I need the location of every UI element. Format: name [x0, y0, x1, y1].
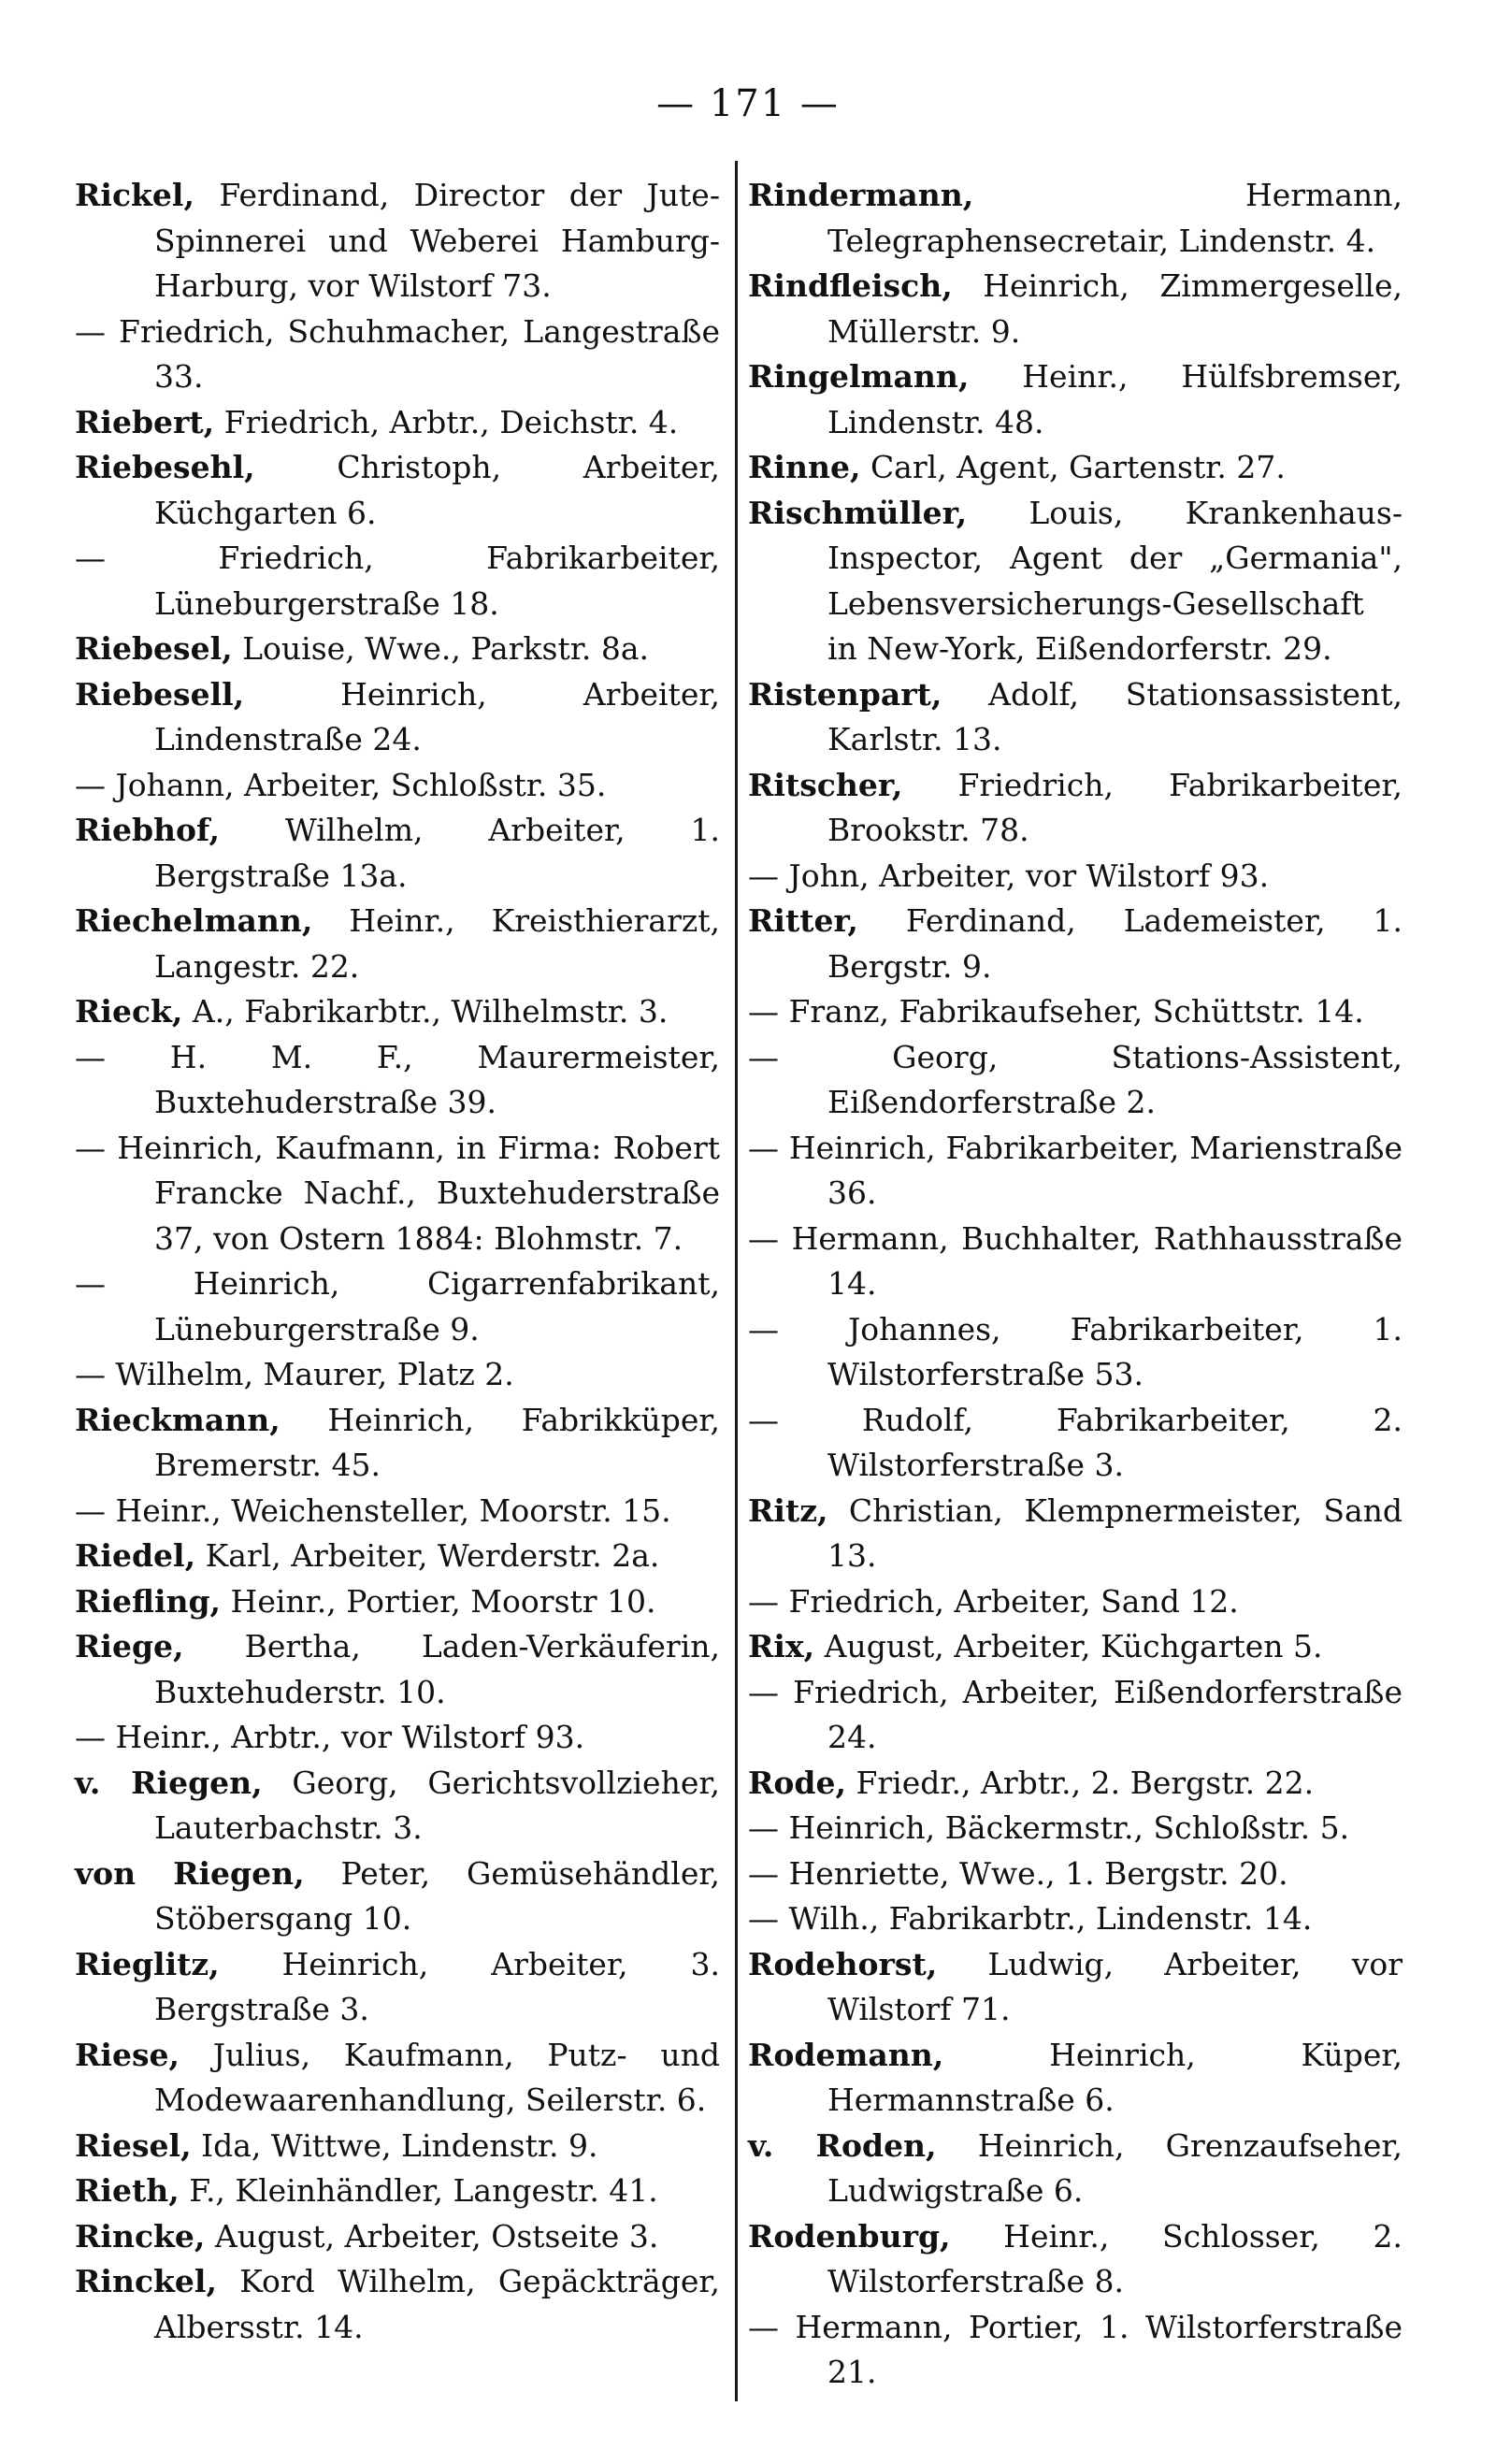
directory-entry: [75, 1398, 720, 1489]
repeat-dash: —: [748, 1129, 779, 1166]
directory-entry: [75, 672, 720, 763]
repeat-dash: —: [75, 1038, 106, 1075]
repeat-dash: —: [748, 1854, 779, 1892]
directory-entry: [748, 1896, 1402, 1942]
entry-details: Ida, Wittwe, Lindenstr. 9.: [201, 2126, 598, 2164]
entry-surname: Riesel,: [75, 2126, 192, 2164]
entry-surname: v. Riegen,: [75, 1764, 263, 1801]
entry-details: Heinrich, Kaufmann, in Firma: Robert Francke Nachf., Buxtehuderstraße 37, von Ostern 1884: Blohmstr. 7.: [117, 1129, 720, 1257]
directory-entry: [75, 627, 720, 672]
entry-details: Heinrich, Zimmergeselle, Müllerstr. 9.: [827, 267, 1402, 350]
directory-entry: [75, 2124, 720, 2169]
repeat-dash: —: [75, 540, 106, 576]
directory-entry: [748, 1761, 1402, 1807]
entry-surname: Riese,: [75, 2036, 180, 2073]
entry-details: A., Fabrikarbtr., Wilhelmstr. 3.: [192, 993, 669, 1030]
entry-surname: Rindermann,: [748, 177, 974, 213]
entry-details: Franz, Fabrikaufseher, Schüttstr. 14.: [788, 993, 1364, 1030]
directory-entry: [75, 310, 720, 400]
directory-entry: [75, 989, 720, 1035]
repeat-dash: —: [75, 1356, 106, 1392]
directory-entry: [75, 763, 720, 809]
directory-entry: [748, 1035, 1402, 1126]
directory-entry: [75, 445, 720, 536]
entry-surname: Rickel,: [75, 177, 194, 213]
entry-surname: Rincke,: [75, 2217, 206, 2255]
repeat-dash: —: [748, 1310, 779, 1347]
repeat-dash: —: [75, 1719, 106, 1755]
directory-entry: [75, 899, 720, 989]
entry-details: Carl, Agent, Gartenstr. 27.: [870, 449, 1286, 485]
entry-surname: Rinckel,: [75, 2263, 217, 2299]
entry-surname: Ritscher,: [748, 766, 903, 803]
entry-surname: Riechelmann,: [75, 902, 313, 939]
entry-details: Wilh., Fabrikarbtr., Lindenstr. 14.: [788, 1900, 1313, 1937]
entry-details: Heinrich, Cigarrenfabrikant, Lüneburgerstraße 9.: [154, 1265, 720, 1347]
directory-entry: [748, 1852, 1402, 1897]
entry-details: Heinrich, Fabrikküper, Bremerstr. 45.: [154, 1401, 720, 1483]
entry-surname: Riebhof,: [75, 812, 220, 848]
entry-details: Heinrich, Arbeiter, 3. Bergstraße 3.: [154, 1945, 720, 2027]
entry-surname: Rischmüller,: [748, 494, 968, 531]
directory-entry: [75, 1489, 720, 1535]
entry-details: Louise, Wwe., Parkstr. 8a.: [242, 630, 649, 667]
directory-entry: [748, 989, 1402, 1035]
entry-details: Johannes, Fabrikarbeiter, 1. Wilstorferstraße 53.: [827, 1310, 1402, 1392]
directory-entry: [748, 1579, 1402, 1625]
directory-entry: [75, 400, 720, 446]
directory-entry: [748, 491, 1402, 672]
entry-surname: Rieglitz,: [75, 1945, 220, 1982]
entry-surname: Riedel,: [75, 1537, 196, 1574]
directory-entry: [748, 1398, 1402, 1489]
entry-surname: Riege,: [75, 1628, 184, 1664]
entry-details: Christian, Klempnermeister, Sand 13.: [827, 1491, 1402, 1574]
entry-details: Hermann, Portier, 1. Wilstorferstraße 21.: [795, 2308, 1403, 2390]
entry-surname: Ritter,: [748, 902, 858, 939]
entry-details: Ferdinand, Lademeister, 1. Bergstr. 9.: [827, 902, 1402, 985]
directory-entry: [75, 1352, 720, 1398]
repeat-dash: —: [748, 1900, 779, 1937]
directory-entry: [748, 354, 1402, 445]
directory-entry: [75, 1942, 720, 2033]
entry-details: Kord Wilhelm, Gepäckträger, Albersstr. 14.: [154, 2263, 720, 2345]
entry-details: Johann, Arbeiter, Schloßstr. 35.: [115, 766, 607, 803]
entry-surname: v. Roden,: [748, 2126, 937, 2164]
entry-details: H. M. F., Maurermeister, Buxtehuderstraße 39.: [154, 1038, 720, 1120]
entry-details: Karl, Arbeiter, Werderstr. 2a.: [205, 1537, 660, 1574]
entry-details: Georg, Gerichtsvollzieher, Lauterbachstr. 3.: [154, 1764, 720, 1846]
entry-details: August, Arbeiter, Ostseite 3.: [214, 2217, 659, 2255]
directory-entry: [75, 1761, 720, 1852]
directory-entry: [748, 763, 1402, 854]
directory-entry: [75, 2214, 720, 2260]
directory-entry: [75, 1579, 720, 1625]
directory-entry: [748, 899, 1402, 989]
entry-surname: Rinne,: [748, 449, 861, 485]
directory-entry: [75, 2259, 720, 2350]
repeat-dash: —: [75, 1491, 106, 1529]
directory-entry: [75, 1624, 720, 1715]
directory-entry: [75, 1261, 720, 1352]
right-column: [748, 173, 1402, 2396]
entry-details: August, Arbeiter, Küchgarten 5.: [824, 1628, 1323, 1664]
entry-details: Friedrich, Arbtr., Deichstr. 4.: [223, 403, 679, 440]
entry-surname: Rix,: [748, 1628, 815, 1664]
entry-details: Friedrich, Arbeiter, Eißendorferstraße 24.: [793, 1673, 1402, 1755]
directory-entry: [748, 2214, 1402, 2305]
directory-entry: [748, 173, 1402, 264]
entry-details: John, Arbeiter, vor Wilstorf 93.: [788, 857, 1270, 894]
entry-details: Julius, Kaufmann, Putz- und Modewaarenhandlung, Seilerstr. 6.: [154, 2036, 720, 2118]
entry-details: Wilhelm, Maurer, Platz 2.: [115, 1356, 514, 1392]
entry-surname: Riefling,: [75, 1582, 222, 1620]
directory-entry: [75, 808, 720, 899]
directory-entry: [748, 1670, 1402, 1761]
directory-entry: [748, 854, 1402, 900]
entry-details: Friedrich, Fabrikarbeiter, Brookstr. 78.: [827, 766, 1402, 848]
directory-entry: [748, 2033, 1402, 2124]
entry-surname: Rodemann,: [748, 2036, 944, 2073]
entry-details: Friedrich, Schuhmacher, Langestraße 33.: [119, 312, 720, 395]
directory-entry: [75, 536, 720, 627]
entry-details: Louis, Krankenhaus-Inspector, Agent der „Germania", Lebensversicherungs-Gesellschaft in New-York, Eißendorferstr. 29.: [827, 494, 1402, 667]
entry-details: Heinrich, Bäckermstr., Schloßstr. 5.: [788, 1809, 1350, 1846]
entry-surname: Rodenburg,: [748, 2217, 951, 2255]
directory-entry: [748, 2305, 1402, 2396]
directory-entry: [75, 1852, 720, 1942]
repeat-dash: —: [748, 993, 779, 1030]
entry-details: F., Kleinhändler, Langestr. 41.: [189, 2172, 658, 2209]
entry-details: Friedr., Arbtr., 2. Bergstr. 22.: [856, 1764, 1315, 1801]
directory-entry: [748, 1489, 1402, 1579]
entry-surname: Rodehorst,: [748, 1945, 938, 1982]
entry-details: Peter, Gemüsehändler, Stöbersgang 10.: [154, 1854, 720, 1937]
repeat-dash: —: [748, 857, 779, 894]
directory-entry: [748, 2124, 1402, 2214]
entry-details: Heinr., Hülfsbremser, Lindenstr. 48.: [827, 358, 1402, 440]
repeat-dash: —: [748, 2308, 779, 2345]
repeat-dash: —: [748, 1401, 779, 1438]
entry-surname: Riebert,: [75, 403, 215, 440]
entry-details: Bertha, Laden-Verkäuferin, Buxtehuderstr. 10.: [154, 1628, 720, 1710]
directory-entry: [75, 1715, 720, 1761]
repeat-dash: —: [75, 312, 106, 350]
entry-details: Heinrich, Grenzaufseher, Ludwigstraße 6.: [827, 2126, 1402, 2209]
directory-entry: [748, 1624, 1402, 1670]
directory-entry: [75, 2169, 720, 2214]
column-divider: [735, 161, 738, 2401]
entry-details: Henriette, Wwe., 1. Bergstr. 20.: [788, 1854, 1288, 1892]
entry-details: Heinr., Schlosser, 2. Wilstorferstraße 8.: [827, 2217, 1402, 2299]
entry-details: Hermann, Telegraphensecretair, Lindenstr. 4.: [827, 177, 1402, 259]
entry-details: Ferdinand, Director der Jute-Spinnerei und Weberei Hamburg-Harburg, vor Wilstorf 73.: [154, 177, 720, 304]
entry-details: Heinr., Portier, Moorstr 10.: [230, 1582, 656, 1620]
directory-entry: [748, 1217, 1402, 1307]
directory-entry: [748, 1307, 1402, 1398]
repeat-dash: —: [748, 1673, 779, 1710]
directory-entry: [748, 1126, 1402, 1217]
entry-details: Wilhelm, Arbeiter, 1. Bergstraße 13a.: [154, 812, 720, 894]
entry-surname: Rode,: [748, 1764, 846, 1801]
entry-surname: von Riegen,: [75, 1854, 305, 1892]
repeat-dash: —: [748, 1038, 779, 1075]
directory-entry: [748, 264, 1402, 354]
left-column: [75, 173, 720, 2350]
entry-details: Friedrich, Arbeiter, Sand 12.: [788, 1582, 1239, 1620]
entry-surname: Rieth,: [75, 2172, 180, 2209]
page-number: — 171 —: [656, 82, 840, 125]
directory-entry: [75, 173, 720, 310]
repeat-dash: —: [748, 1219, 779, 1257]
directory-entry: [75, 2033, 720, 2124]
entry-details: Heinr., Kreisthierarzt, Langestr. 22.: [154, 902, 720, 985]
directory-entry: [75, 1126, 720, 1262]
entry-details: Friedrich, Fabrikarbeiter, Lüneburgerstraße 18.: [154, 540, 720, 622]
entry-details: Georg, Stations-Assistent, Eißendorferstraße 2.: [827, 1038, 1402, 1120]
entry-details: Ludwig, Arbeiter, vor Wilstorf 71.: [827, 1945, 1402, 2027]
entry-details: Heinr., Arbtr., vor Wilstorf 93.: [115, 1719, 585, 1755]
entry-surname: Riebesehl,: [75, 449, 255, 485]
entry-details: Heinrich, Arbeiter, Lindenstraße 24.: [154, 675, 720, 757]
entry-surname: Rindfleisch,: [748, 267, 953, 304]
directory-entry: [748, 445, 1402, 491]
directory-entry: [75, 1534, 720, 1579]
entry-details: Christoph, Arbeiter, Küchgarten 6.: [154, 449, 720, 531]
entry-surname: Ritz,: [748, 1491, 828, 1529]
directory-entry: [748, 1942, 1402, 2033]
entry-details: Heinrich, Küper, Hermannstraße 6.: [827, 2036, 1402, 2118]
directory-entry: [75, 1035, 720, 1126]
repeat-dash: —: [748, 1809, 779, 1846]
entry-details: Heinr., Weichensteller, Moorstr. 15.: [115, 1491, 671, 1529]
entry-surname: Ringelmann,: [748, 358, 970, 395]
repeat-dash: —: [748, 1582, 779, 1620]
entry-surname: Ristenpart,: [748, 675, 942, 713]
entry-details: Heinrich, Fabrikarbeiter, Marienstraße 36.: [788, 1129, 1402, 1211]
directory-entry: [748, 1806, 1402, 1852]
repeat-dash: —: [75, 1265, 106, 1302]
directory-entry: [748, 672, 1402, 763]
repeat-dash: —: [75, 1129, 106, 1166]
entry-details: Adolf, Stationsassistent, Karlstr. 13.: [827, 675, 1402, 757]
repeat-dash: —: [75, 766, 106, 803]
entry-surname: Riebesel,: [75, 630, 233, 667]
entry-surname: Riebesell,: [75, 675, 245, 713]
entry-details: Hermann, Buchhalter, Rathhausstraße 14.: [791, 1219, 1402, 1302]
entry-surname: Rieckmann,: [75, 1401, 280, 1438]
entry-surname: Rieck,: [75, 993, 183, 1030]
entry-details: Rudolf, Fabrikarbeiter, 2. Wilstorferstraße 3.: [827, 1401, 1402, 1483]
